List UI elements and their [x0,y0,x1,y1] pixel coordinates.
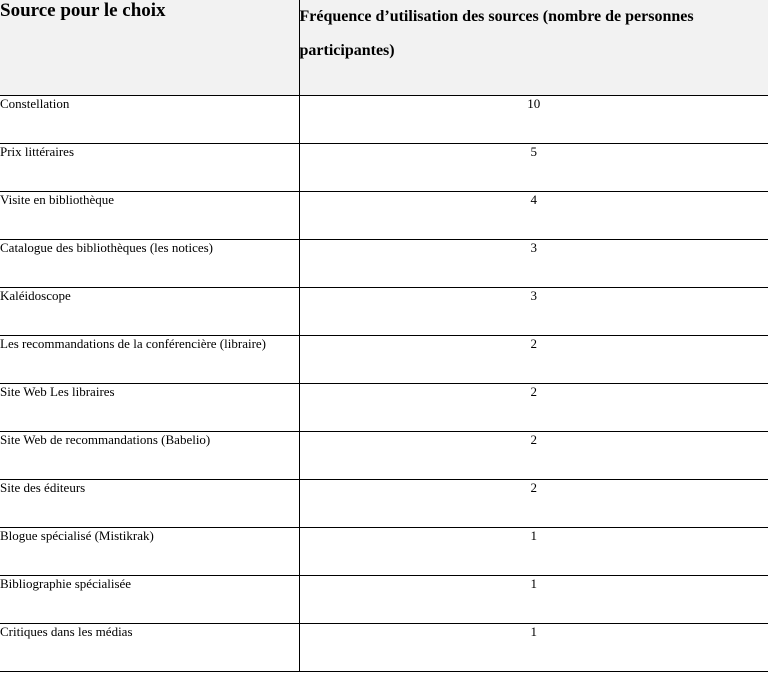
table-row [0,528,768,576]
source-cell: Prix littéraires [0,144,299,192]
table-header [0,0,768,96]
count-cell: 2 [299,432,768,480]
table-row [0,384,768,432]
table-row [0,288,768,336]
count-cell: 3 [299,240,768,288]
count-cell: 4 [299,192,768,240]
table-row [0,624,768,672]
source-cell: Site Web de recommandations (Babelio) [0,432,299,480]
table-row [0,336,768,384]
table-row [0,576,768,624]
count-cell: 2 [299,384,768,432]
source-cell: Site Web Les libraires [0,384,299,432]
count-cell: 1 [299,624,768,672]
source-cell: Kaléidoscope [0,288,299,336]
count-cell: 2 [299,336,768,384]
count-cell: 5 [299,144,768,192]
count-cell: 3 [299,288,768,336]
table-row [0,432,768,480]
count-cell: 1 [299,576,768,624]
table-row [0,192,768,240]
source-cell: Visite en bibliothèque [0,192,299,240]
source-cell: Blogue spécialisé (Mistikrak) [0,528,299,576]
table-row [0,480,768,528]
count-cell: 2 [299,480,768,528]
table-row [0,144,768,192]
source-cell: Bibliographie spécialisée [0,576,299,624]
source-cell: Les recommandations de la conférencière (libraire) [0,336,299,384]
header-row [0,0,768,96]
column-header-frequency: Fréquence d’utilisation des sources (nombre de personnes participantes) [299,0,768,96]
source-cell: Site des éditeurs [0,480,299,528]
source-cell: Critiques dans les médias [0,624,299,672]
table-row [0,240,768,288]
table-body [0,96,768,672]
table-row [0,96,768,144]
column-header-source: Source pour le choix [0,0,299,96]
source-cell: Constellation [0,96,299,144]
source-cell: Catalogue des bibliothèques (les notices) [0,240,299,288]
count-cell: 10 [299,96,768,144]
count-cell: 1 [299,528,768,576]
